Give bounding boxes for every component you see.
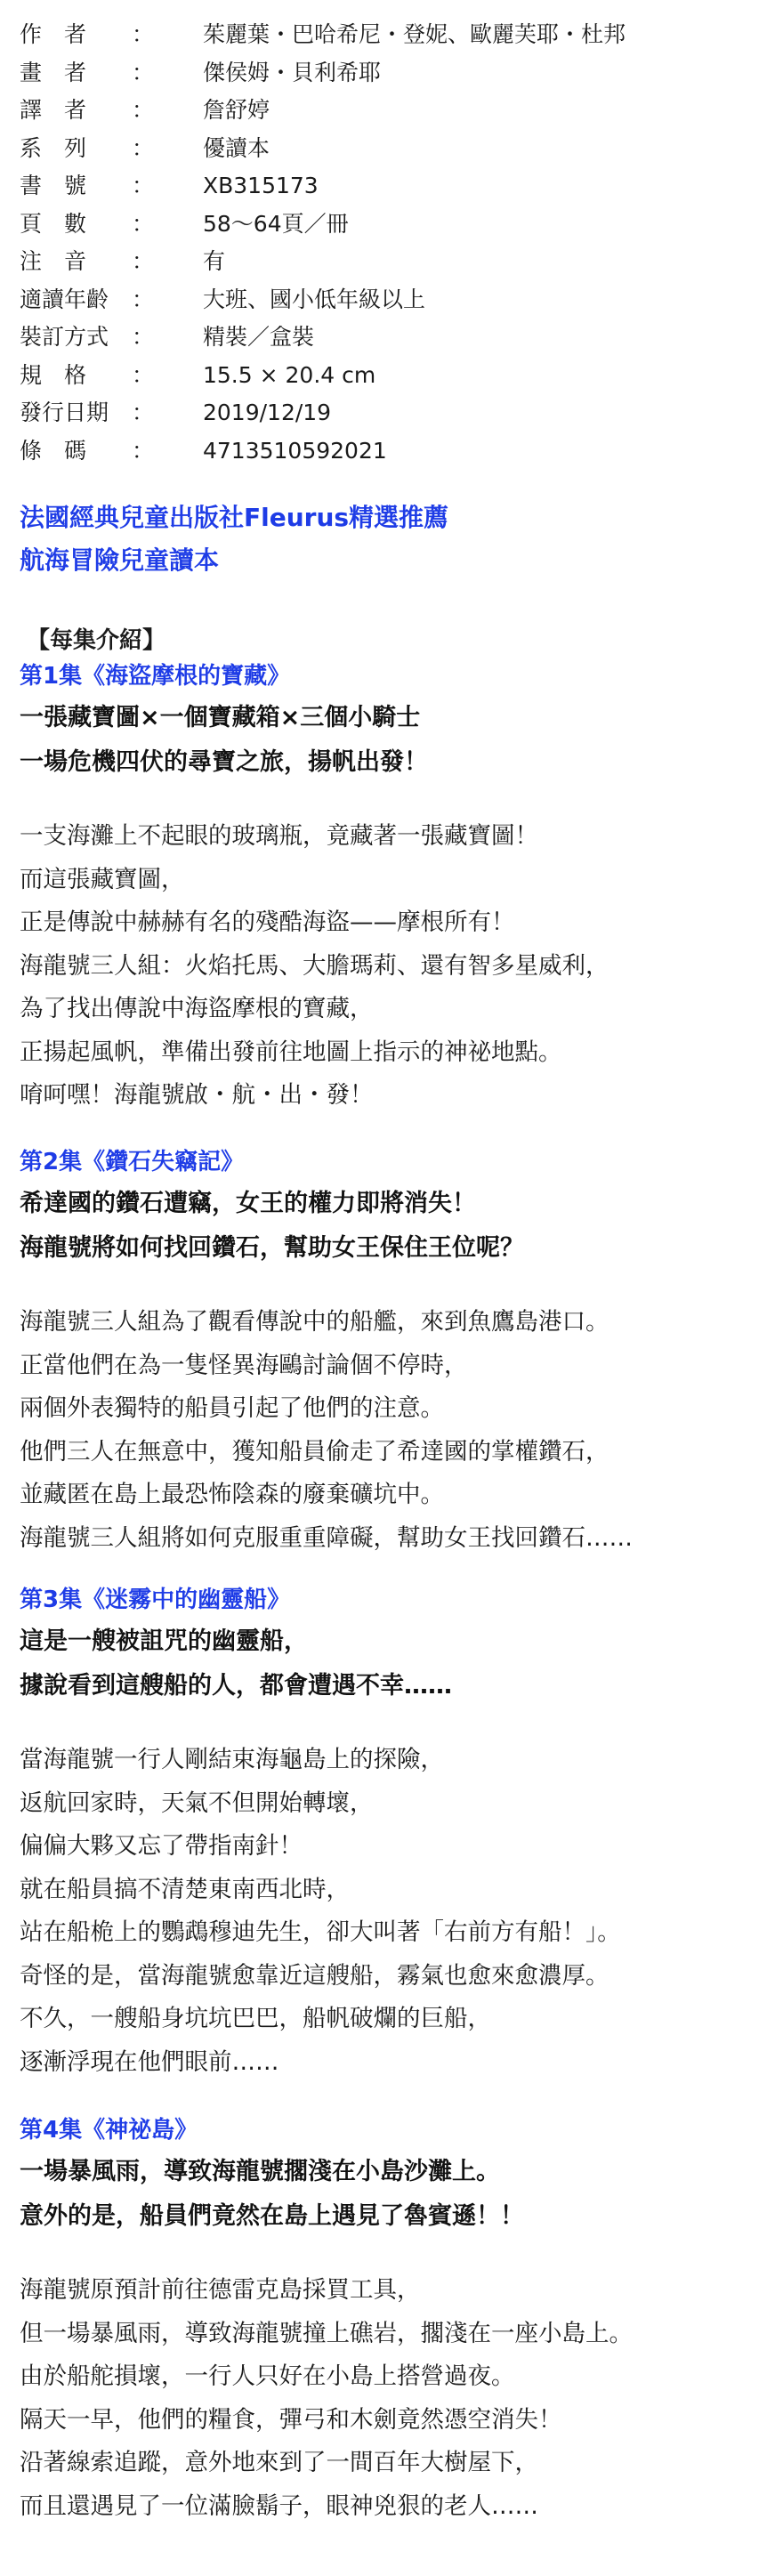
body-line: 而這張藏寶圖，: [20, 865, 185, 893]
body-line: 沿著線索追蹤，意外地來到了一間百年大樹屋下，: [20, 2449, 538, 2476]
episode-4: [20, 2111, 776, 2528]
tagline-line: 希達國的鑽石遭竊，女王的權力即將消失！: [20, 1190, 476, 1217]
body-line: 不久，一艘船身坑坑巴巴，船帆破爛的巨船，: [20, 2005, 491, 2032]
tagline-line: 一場危機四伏的尋寶之旅，揚帆出發！: [20, 748, 428, 776]
info-value: 詹舒婷: [203, 97, 270, 124]
info-colon: ：: [132, 97, 155, 124]
episode-body: [20, 2269, 776, 2528]
info-label: 譯 者: [20, 97, 87, 124]
body-line: 而且還遇見了一位滿臉鬍子，眼神兇狠的老人……: [20, 2491, 538, 2520]
info-value: 傑侯姆・貝利希耶: [203, 59, 382, 85]
info-value: 15.5 × 20.4 cm: [203, 361, 376, 388]
info-label: 作 者: [20, 21, 87, 48]
body-line: 站在船桅上的鸚鵡穆迪先生，卻大叫著「右前方有船！」。: [20, 1918, 621, 1946]
episode-body: [20, 1301, 776, 1560]
info-colon: ：: [132, 437, 155, 464]
info-value: 有: [203, 248, 226, 275]
info-value: 大班、國小低年級以上: [203, 286, 426, 312]
info-colon: ：: [132, 21, 155, 48]
body-line: 為了找出傳說中海盜摩根的寶藏，: [20, 995, 374, 1022]
episode-tagline: [20, 1619, 776, 1708]
book-info-table: [20, 16, 626, 470]
tagline-line: 海龍號將如何找回鑽石，幫助女王保住王位呢？: [20, 1234, 524, 1262]
info-value: XB315173: [203, 173, 319, 199]
info-row-author: [20, 16, 626, 54]
body-line: 返航回家時，天氣不但開始轉壞，: [20, 1789, 374, 1817]
info-colon: ：: [132, 210, 155, 237]
info-colon: ：: [132, 400, 155, 426]
tagline-line: 意外的是，船員們竟然在島上遇見了魯賓遜！！: [20, 2202, 524, 2230]
info-label: 書 號: [20, 173, 87, 199]
episode-body: [20, 1739, 776, 2084]
info-value: 茱麗葉・巴哈希尼・登妮、歐麗芙耶・杜邦: [203, 21, 626, 48]
info-value: 精裝／盒裝: [203, 324, 315, 351]
info-row-release-date: [20, 394, 626, 432]
body-line: 海龍號原預計前往德雷克島採買工具，: [20, 2276, 421, 2304]
info-colon: ：: [132, 59, 155, 85]
info-colon: ：: [132, 134, 155, 161]
body-line: 隔天一早，他們的糧食，彈弓和木劍竟然憑空消失！: [20, 2405, 562, 2434]
body-line: 他們三人在無意中，獲知船員偷走了希達國的掌權鑽石，: [20, 1437, 609, 1466]
info-label: 頁 數: [20, 210, 87, 237]
episode-3: [20, 1580, 776, 2084]
body-line: 海龍號三人組將如何克服重重障礙，幫助女王找回鑽石……: [20, 1523, 633, 1552]
episode-tagline: [20, 696, 776, 785]
tagline-line: 這是一艘被詛咒的幽靈船，: [20, 1627, 308, 1655]
info-value: 優讀本: [203, 134, 270, 161]
section-title: 【每集介紹】: [27, 627, 166, 654]
body-line: 正當他們在為一隻怪異海鷗討論個不停時，: [20, 1351, 468, 1379]
episode-title: 第1集《海盜摩根的寶藏》: [20, 663, 291, 690]
info-colon: ：: [132, 324, 155, 351]
body-line: 並藏匿在島上最恐怖陰森的廢棄礦坑中。: [20, 1481, 444, 1508]
info-value: 4713510592021: [203, 437, 387, 464]
body-line: 當海龍號一行人剛結束海龜島上的探險，: [20, 1746, 444, 1773]
info-value: 58～64頁／冊: [203, 210, 349, 237]
info-label: 條 碼: [20, 437, 87, 464]
info-row-size: [20, 357, 626, 395]
info-row-zhuyin: [20, 243, 626, 281]
recommend-line-1: 法國經典兒童出版社Fleurus精選推薦: [20, 503, 449, 532]
episode-title: 第4集《神祕島》: [20, 2117, 198, 2144]
body-line: 奇怪的是，當海龍號愈靠近這艘船，霧氣也愈來愈濃厚。: [20, 1961, 609, 1990]
info-label: 裝訂方式: [20, 324, 109, 351]
info-row-series: [20, 130, 626, 168]
body-line: 由於船舵損壞，一行人只好在小島上搭營過夜。: [20, 2362, 515, 2390]
episode-2: [20, 1143, 776, 1560]
info-label: 系 列: [20, 134, 87, 161]
info-colon: ：: [132, 173, 155, 199]
info-colon: ：: [132, 361, 155, 388]
info-row-translator: [20, 92, 626, 130]
info-label: 注 音: [20, 248, 87, 275]
info-row-isbn: [20, 167, 626, 206]
body-line: 海龍號三人組：火焰托馬、大膽瑪莉、還有智多星威利，: [20, 951, 609, 980]
episode-title: 第2集《鑽石失竊記》: [20, 1149, 245, 1175]
body-line: 一支海灘上不起眼的玻璃瓶，竟藏著一張藏寶圖！: [20, 822, 538, 850]
info-row-barcode: [20, 432, 626, 471]
body-line: 偏偏大夥又忘了帶指南針！: [20, 1832, 303, 1860]
info-value: 2019/12/19: [203, 400, 332, 426]
episode-tagline: [20, 2150, 776, 2239]
body-line: 就在船員搞不清楚東南西北時，: [20, 1875, 350, 1903]
info-row-age: [20, 281, 626, 319]
body-line: 海龍號三人組為了觀看傳說中的船艦，來到魚鷹島港口。: [20, 1308, 609, 1336]
info-label: 適讀年齡: [20, 286, 109, 312]
recommend-headline: [20, 497, 448, 582]
recommend-line-2: 航海冒險兒童讀本: [20, 545, 220, 575]
info-label: 發行日期: [20, 400, 109, 426]
body-line: 正揚起風帆，準備出發前往地圖上指示的神祕地點。: [20, 1038, 562, 1066]
info-row-illustrator: [20, 54, 626, 93]
info-label: 畫 者: [20, 59, 87, 85]
episode-1: [20, 657, 776, 1118]
body-line: 正是傳說中赫赫有名的殘酷海盜——摩根所有！: [20, 908, 515, 936]
episode-tagline: [20, 1182, 776, 1271]
tagline-line: 據說看到這艘船的人，都會遭遇不幸……: [20, 1672, 452, 1700]
info-colon: ：: [132, 248, 155, 275]
info-label: 規 格: [20, 361, 87, 388]
body-line: 逐漸浮現在他們眼前……: [20, 2047, 279, 2076]
tagline-line: 一張藏寶圖×一個寶藏箱×三個小騎士: [20, 704, 421, 731]
info-colon: ：: [132, 286, 155, 312]
episode-body: [20, 815, 776, 1118]
body-line: 唷呵嘿！海龍號啟・航・出・發！: [20, 1081, 374, 1109]
body-line: 兩個外表獨特的船員引起了他們的注意。: [20, 1394, 444, 1422]
episode-title: 第3集《迷霧中的幽靈船》: [20, 1587, 291, 1613]
tagline-line: 一場暴風雨，導致海龍號擱淺在小島沙灘上。: [20, 2158, 500, 2185]
info-row-pages: [20, 206, 626, 244]
info-row-binding: [20, 319, 626, 357]
body-line: 但一場暴風雨，導致海龍號撞上礁岩，擱淺在一座小島上。: [20, 2319, 633, 2347]
